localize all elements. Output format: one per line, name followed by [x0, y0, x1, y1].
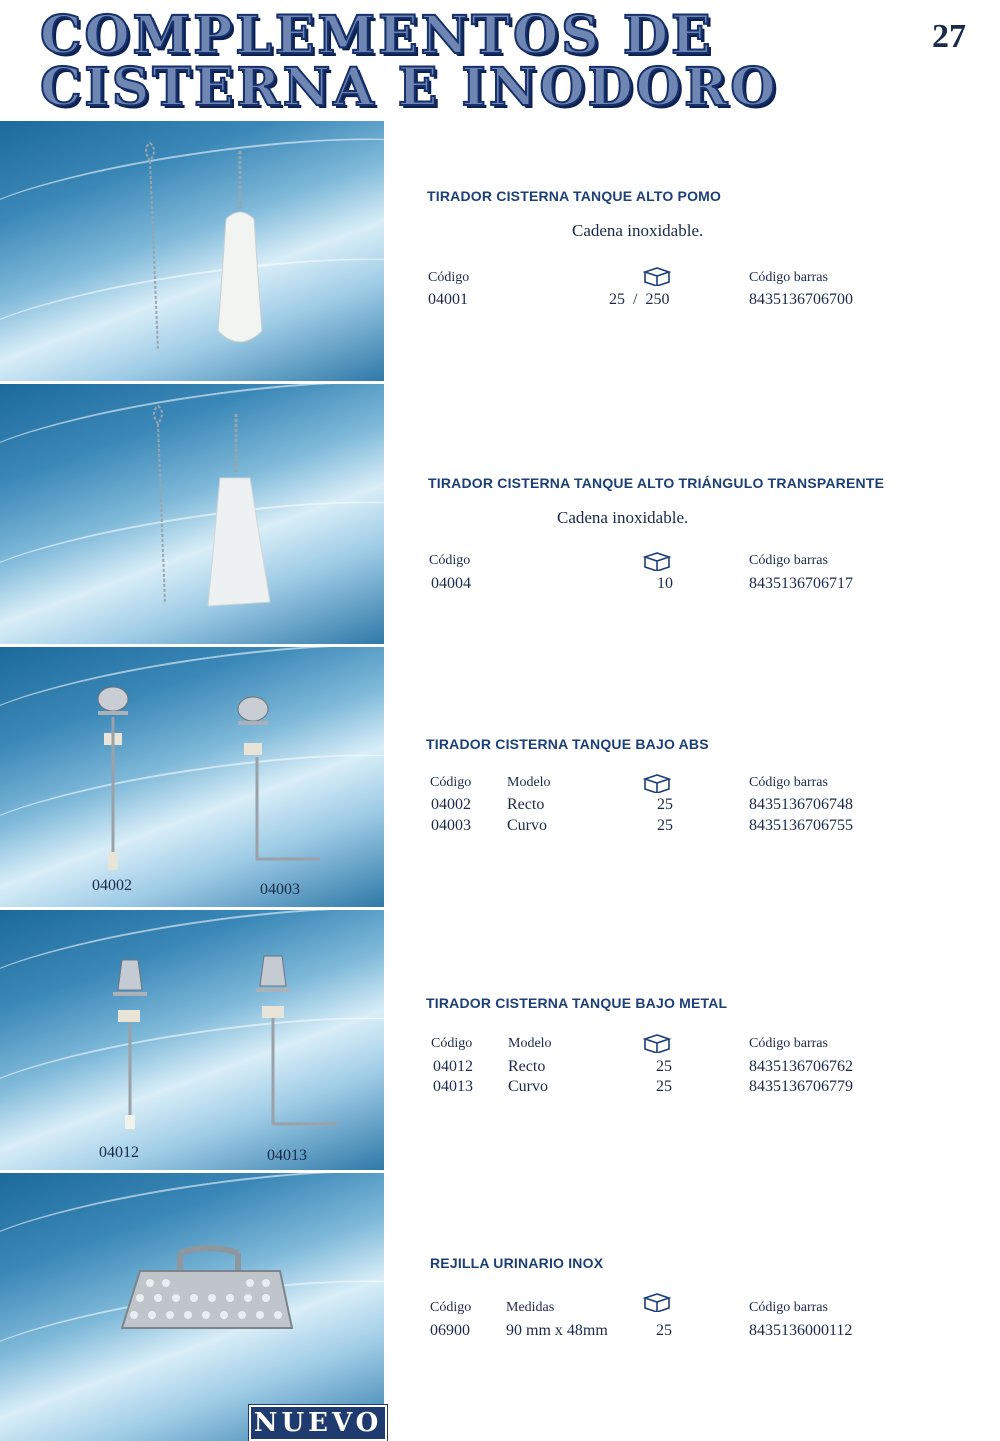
box-icon	[642, 773, 672, 793]
photo-label: 04002	[92, 877, 132, 894]
product-title: TIRADOR CISTERNA TANQUE ALTO TRIÁNGULO TRANSPARENTE	[428, 475, 885, 491]
page-number: 27	[932, 18, 966, 55]
code-header: Código	[431, 1036, 473, 1051]
code-header: Código	[430, 1300, 472, 1315]
product-code: 04012	[433, 1058, 473, 1075]
box-icon	[642, 266, 672, 286]
box-quantity: 25	[657, 796, 673, 813]
barcode: 8435136706762	[749, 1058, 853, 1075]
barcode: 8435136706700	[749, 291, 853, 308]
barcode-header: Código barras	[749, 270, 828, 285]
size-header: Medidas	[506, 1300, 555, 1315]
new-badge: NUEVO	[249, 1405, 387, 1441]
product-code: 04002	[431, 796, 471, 813]
urinal-grid-image	[0, 1173, 384, 1441]
box-quantity: 25	[657, 817, 673, 834]
product-code: 06900	[430, 1322, 470, 1339]
product-code: 04004	[431, 575, 471, 592]
chain-pull-triangle-image	[0, 384, 384, 644]
product-model: Recto	[507, 796, 545, 813]
product-photo-pull-knob	[0, 121, 384, 381]
product-title: REJILLA URINARIO INOX	[430, 1255, 604, 1271]
model-header: Modelo	[508, 1036, 552, 1051]
product-model: Recto	[508, 1058, 546, 1075]
photo-label: 04003	[260, 881, 300, 898]
barcode-header: Código barras	[749, 553, 828, 568]
photo-label: 04013	[267, 1147, 307, 1164]
product-size: 90 mm x 48mm	[506, 1322, 608, 1339]
photo-label: 04012	[99, 1144, 139, 1161]
abs-push-button-image	[0, 647, 384, 907]
barcode-header: Código barras	[749, 1036, 828, 1051]
product-photo-metal-push	[0, 910, 384, 1170]
chain-pull-knob-image	[0, 121, 384, 381]
box-quantity: 25	[656, 1058, 672, 1075]
product-code: 04003	[431, 817, 471, 834]
box-quantity: 25	[656, 1078, 672, 1095]
box-icon	[642, 1292, 672, 1312]
product-title: TIRADOR CISTERNA TANQUE ALTO POMO	[427, 188, 722, 204]
box-quantity: 10	[657, 575, 673, 592]
code-header: Código	[428, 270, 470, 285]
metal-push-button-image	[0, 910, 384, 1170]
barcode: 8435136706717	[749, 575, 853, 592]
code-header: Código	[429, 553, 471, 568]
barcode: 8435136000112	[749, 1322, 853, 1339]
page-title-line1: COMPLEMENTOS DE	[40, 5, 714, 66]
box-quantity: 25 / 250	[609, 291, 670, 308]
box-icon	[642, 551, 672, 571]
product-model: Curvo	[508, 1078, 548, 1095]
box-icon	[642, 1033, 672, 1053]
product-title: TIRADOR CISTERNA TANQUE BAJO METAL	[426, 995, 728, 1011]
product-model: Curvo	[507, 817, 547, 834]
product-photo-pull-triangle	[0, 384, 384, 644]
product-photo-urinal-grid	[0, 1173, 384, 1441]
code-header: Código	[430, 775, 472, 790]
page-title-line2: CISTERNA E INODORO	[40, 57, 779, 118]
barcode: 8435136706755	[749, 817, 853, 834]
product-photo-abs-push	[0, 647, 384, 907]
box-quantity: 25	[656, 1322, 672, 1339]
barcode-header: Código barras	[749, 775, 828, 790]
product-code: 04013	[433, 1078, 473, 1095]
barcode: 8435136706748	[749, 796, 853, 813]
product-description: Cadena inoxidable.	[557, 508, 689, 527]
product-description: Cadena inoxidable.	[572, 221, 704, 240]
product-title: TIRADOR CISTERNA TANQUE BAJO ABS	[426, 736, 709, 752]
product-code: 04001	[428, 291, 468, 308]
model-header: Modelo	[507, 775, 551, 790]
barcode: 8435136706779	[749, 1078, 853, 1095]
barcode-header: Código barras	[749, 1300, 828, 1315]
